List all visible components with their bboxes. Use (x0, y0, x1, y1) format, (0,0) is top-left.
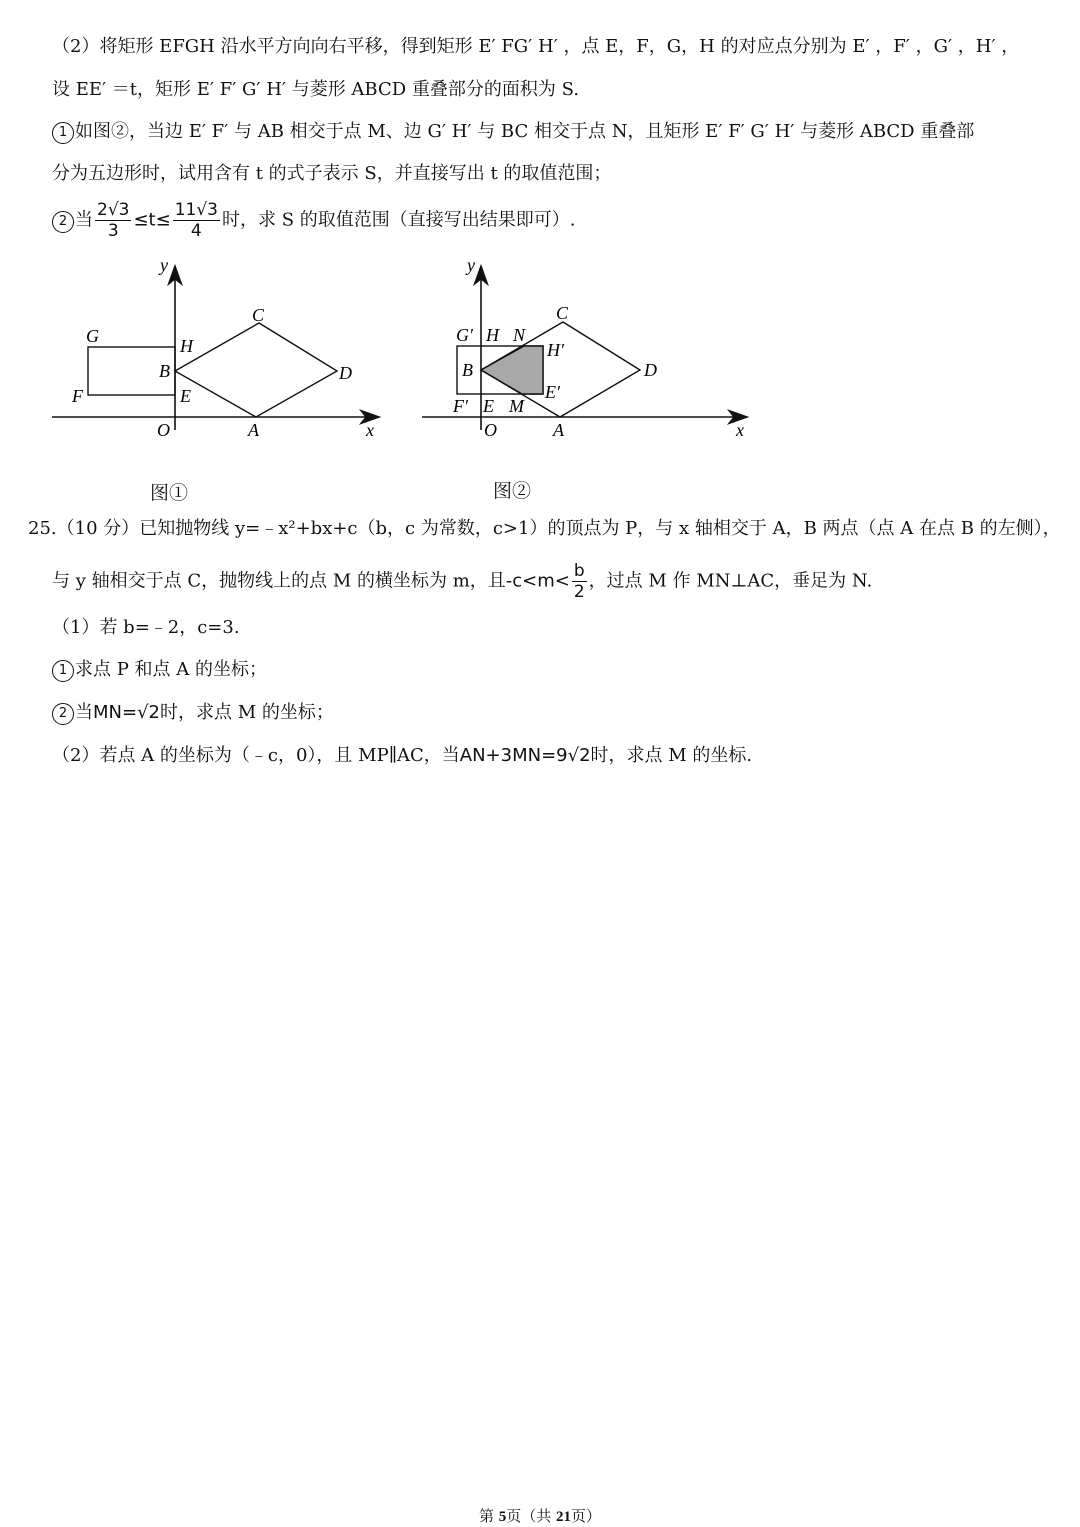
circled-number-1: 1 (52, 660, 74, 682)
q25-stem-pre: 与 y 轴相交于点 C，抛物线上的点 M 的横坐标为 m，且 (52, 570, 506, 592)
q25-part1: （1）若 b=﹣2，c=3. (52, 617, 240, 638)
footer-post: 页） (571, 1507, 602, 1525)
label-e: E (483, 396, 494, 416)
label-g: G (86, 326, 99, 346)
q25-part1-sub2-post: 时，求点 M 的坐标； (160, 702, 334, 723)
q25-inequality: -c<m< (505, 570, 570, 592)
label-b: B (159, 361, 170, 381)
label-h: H (486, 325, 499, 345)
frac2-num: 11√3 (174, 200, 218, 220)
label-a: A (553, 420, 564, 440)
q25-part1-sub1 (52, 657, 267, 683)
sub2-post: 时，求 S 的取值范围（直接写出结果即可）. (221, 209, 576, 231)
circled-number-2: 2 (52, 211, 74, 233)
figure-2-caption: 图② (493, 480, 532, 502)
q25-part1-sub2 (52, 700, 334, 726)
label-y: y (467, 255, 475, 275)
rhombus-abcd (175, 323, 337, 417)
figure-2 (410, 252, 760, 452)
label-d: D (644, 360, 657, 380)
label-x: x (366, 420, 374, 440)
label-h-prime: H′ (547, 340, 564, 360)
text-line-sub1-cont: 分为五边形时，试用含有 t 的式子表示 S，并直接写出 t 的取值范围； (52, 163, 612, 184)
label-a: A (248, 420, 259, 440)
text-line-part2-intro: （2）将矩形 EFGH 沿水平方向向右平移，得到矩形 E′ FG′ H′ ，点 E，F，G，H 的对应点分别为 E′ ，F′ ，G′ ，H′ ， (52, 36, 1020, 57)
label-n: N (513, 325, 526, 345)
text-line-sub2 (52, 200, 575, 241)
label-f: F (72, 386, 83, 406)
sub2-ineq: ≤t≤ (133, 209, 171, 231)
fraction-b-over-2 (572, 561, 587, 602)
q25-part2-math: AN+3MN=9√2 (459, 745, 591, 766)
page-footer (0, 1505, 1080, 1526)
q25-part2-pre: （2）若点 A 的坐标为（﹣c，0），且 MP∥AC，当 (52, 745, 460, 766)
label-x: x (736, 420, 744, 440)
label-b: B (462, 360, 473, 380)
text-line-sub1 (52, 119, 974, 145)
q25-part1-sub2-math: MN=√2 (93, 702, 160, 723)
label-c: C (556, 303, 569, 323)
figure-1-caption: 图① (150, 482, 189, 504)
frac-b-den: 2 (573, 582, 585, 602)
frac-b-num: b (573, 561, 585, 581)
fraction-11root3-over-4 (173, 200, 220, 241)
fraction-2root3-over-3 (95, 200, 131, 241)
footer-mid: 页（共 (506, 1507, 557, 1525)
q25-stem-line1: 25.（10 分）已知抛物线 y=﹣x²+bx+c（b，c 为常数，c>1）的顶点为 P，与 x 轴相交于 A，B 两点（点 A 在点 B 的左侧）， (28, 518, 1061, 539)
figure-1 (40, 255, 400, 450)
label-d: D (339, 363, 352, 383)
label-g-prime: G′ (456, 325, 473, 345)
label-h: H (180, 336, 193, 356)
q25-part2 (52, 743, 752, 769)
label-y: y (160, 255, 168, 275)
sub2-pre: 当 (75, 209, 93, 231)
circled-number-2: 2 (52, 703, 74, 725)
frac1-den: 3 (107, 221, 119, 241)
label-e: E (180, 386, 191, 406)
overlap-pentagon (481, 346, 543, 394)
label-o: O (484, 420, 497, 440)
label-f-prime: F′ (453, 396, 468, 416)
frac1-num: 2√3 (97, 200, 130, 220)
label-m: M (509, 396, 524, 416)
footer-page-number: 5 (498, 1509, 507, 1525)
q25-part1-sub1-text: 求点 P 和点 A 的坐标； (75, 659, 267, 680)
q25-stem-post: ，过点 M 作 MN⊥AC，垂足为 N. (588, 570, 873, 592)
q25-stem-line2 (52, 561, 872, 602)
circled-number-1: 1 (52, 122, 74, 144)
sub1-text: 如图②，当边 E′ F′ 与 AB 相交于点 M、边 G′ H′ 与 BC 相交于点 N，且矩形 E′ F′ G′ H′ 与菱形 ABCD 重叠部 (75, 121, 975, 142)
footer-pre: 第 (478, 1507, 499, 1525)
label-o: O (157, 420, 170, 440)
footer-total-pages: 21 (556, 1509, 572, 1525)
label-e-prime: E′ (545, 382, 560, 402)
frac2-den: 4 (190, 221, 202, 241)
q25-part1-sub2-pre: 当 (75, 702, 93, 723)
q25-part2-post: 时，求点 M 的坐标. (590, 745, 753, 766)
label-c: C (252, 305, 265, 325)
text-line-part2-define: 设 EE′ ＝t，矩形 E′ F′ G′ H′ 与菱形 ABCD 重叠部分的面积为 S. (52, 79, 580, 100)
